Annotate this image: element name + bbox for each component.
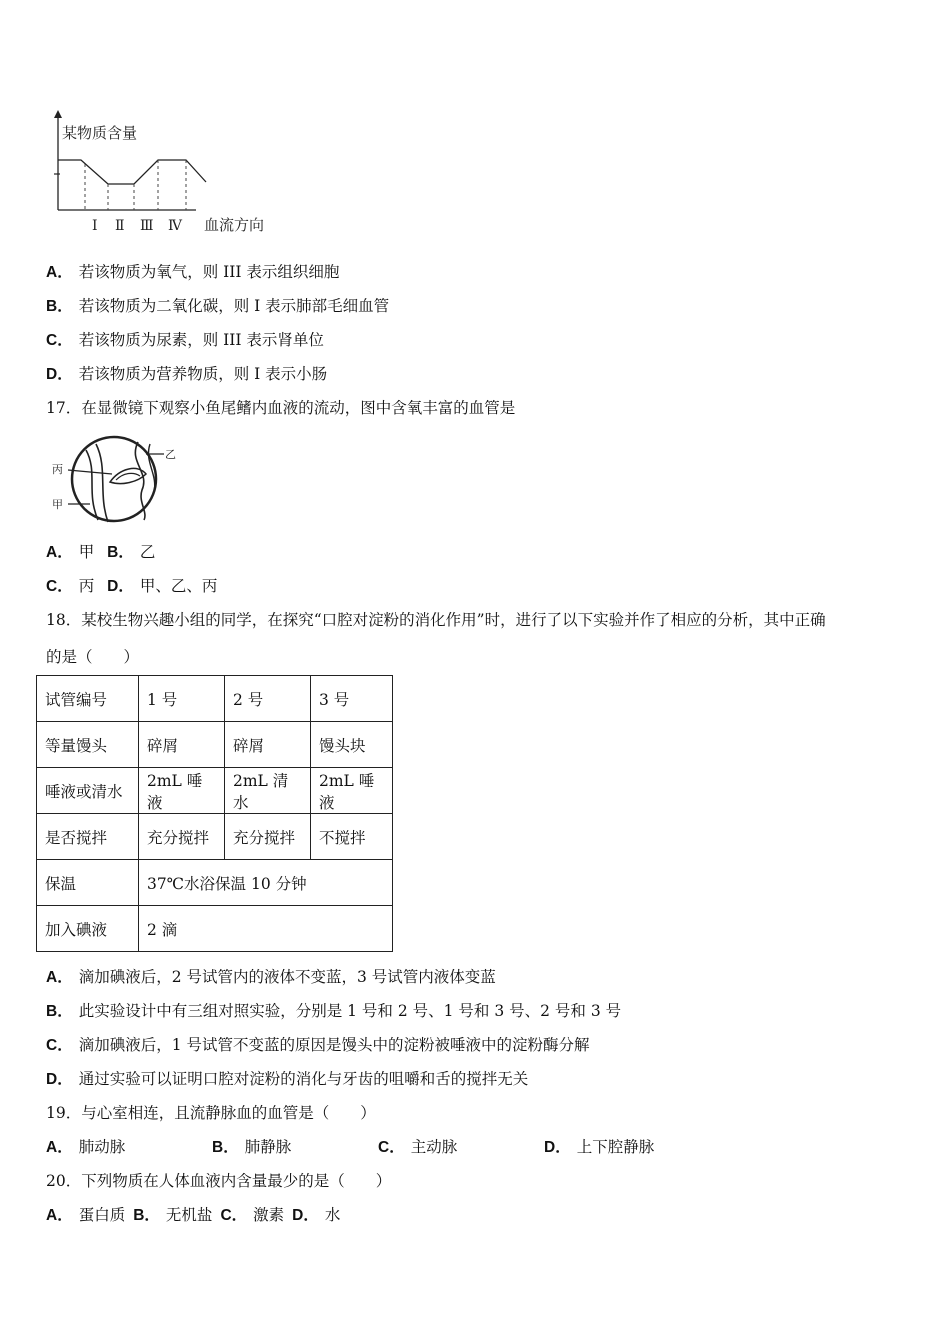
q17-option-d[interactable]: D． 甲、乙、丙 — [107, 577, 218, 595]
q17-option-c[interactable]: C． 丙 — [46, 577, 95, 595]
graph-section-label: Ⅰ — [92, 218, 98, 234]
table-cell: 2mL 清水 — [225, 768, 311, 814]
q18-experiment-table — [36, 675, 393, 952]
graph-section-label: Ⅳ — [168, 218, 182, 234]
q16-option-b[interactable]: B． 若该物质为二氧化碳，则 I 表示肺部毛细血管 — [46, 297, 390, 315]
fig-label-yi: 乙 — [165, 448, 176, 461]
table-cell: 唾液或清水 — [37, 768, 139, 814]
q18-option-b[interactable]: B． 此实验设计中有三组对照实验，分别是 1 号和 2 号、1 号和 3 号、2 号和 3 号 — [46, 1002, 622, 1020]
table-cell: 试管编号 — [37, 676, 139, 722]
q19-option-b[interactable]: B． 肺静脉 — [212, 1138, 292, 1156]
q20-option-a[interactable]: A． 蛋白质 — [46, 1206, 126, 1224]
fig-label-bing: 丙 — [52, 463, 63, 476]
q18-option-d[interactable]: D． 通过实验可以证明口腔对淀粉的消化与牙齿的咀嚼和舌的搅拌无关 — [46, 1070, 529, 1088]
q17-stem: 17．在显微镜下观察小鱼尾鳍内血液的流动，图中含氧丰富的血管是 — [46, 399, 516, 417]
table-row — [37, 814, 393, 860]
q16-content-graph — [46, 108, 276, 238]
table-cell: 2 滴 — [139, 906, 393, 952]
graph-section-label: Ⅱ — [115, 218, 125, 234]
q20-option-b[interactable]: B． 无机盐 — [133, 1206, 213, 1224]
q20-stem: 20．下列物质在人体血液内含量最少的是（ ） — [46, 1172, 392, 1190]
q17-option-a[interactable]: A． 甲 — [46, 543, 95, 561]
q17-options-row2 — [46, 574, 225, 596]
q19-stem: 19．与心室相连，且流静脉血的血管是（ ） — [46, 1104, 376, 1122]
table-cell: 2 号 — [225, 676, 311, 722]
table-cell: 等量馒头 — [37, 722, 139, 768]
q19-option-a[interactable]: A． 肺动脉 — [46, 1138, 126, 1156]
q18-stem-line1: 18．某校生物兴趣小组的同学，在探究“口腔对淀粉的消化作用”时，进行了以下实验并作了相应的分析，其中正确 — [46, 611, 826, 629]
table-cell: 充分搅拌 — [225, 814, 311, 860]
graph-section-label: Ⅲ — [140, 218, 154, 234]
table-row — [37, 768, 393, 814]
table-cell: 37℃水浴保温 10 分钟 — [139, 860, 393, 906]
q18-option-a[interactable]: A． 滴加碘液后，2 号试管内的液体不变蓝，3 号试管内液体变蓝 — [46, 968, 496, 986]
q20-option-d[interactable]: D． 水 — [292, 1206, 341, 1224]
table-row — [37, 860, 393, 906]
q16-option-c[interactable]: C． 若该物质为尿素，则 III 表示肾单位 — [46, 331, 324, 349]
table-cell: 1 号 — [139, 676, 225, 722]
table-cell: 馒头块 — [311, 722, 393, 768]
table-cell: 2mL 唾液 — [311, 768, 393, 814]
table-cell: 碎屑 — [139, 722, 225, 768]
q18-option-c[interactable]: C． 滴加碘液后，1 号试管不变蓝的原因是馒头中的淀粉被唾液中的淀粉酶分解 — [46, 1036, 590, 1054]
q17-options-row1 — [46, 540, 163, 562]
table-cell: 是否搅拌 — [37, 814, 139, 860]
table-cell: 2mL 唾液 — [139, 768, 225, 814]
table-row — [37, 676, 393, 722]
q17-option-b[interactable]: B． 乙 — [107, 543, 156, 561]
q16-option-d[interactable]: D． 若该物质为营养物质，则 I 表示小肠 — [46, 365, 328, 383]
table-cell: 充分搅拌 — [139, 814, 225, 860]
table-cell: 加入碘液 — [37, 906, 139, 952]
q19-options — [46, 1135, 710, 1157]
q19-option-d[interactable]: D． 上下腔静脉 — [544, 1138, 655, 1156]
q18-stem-line2: 的是（ ） — [46, 648, 140, 666]
table-cell: 碎屑 — [225, 722, 311, 768]
q20-option-c[interactable]: C． 激素 — [220, 1206, 285, 1224]
q19-option-c[interactable]: C． 主动脉 — [378, 1138, 458, 1156]
q16-option-a[interactable]: A． 若该物质为氧气，则 III 表示组织细胞 — [46, 263, 340, 281]
q17-microscope-figure — [46, 432, 186, 527]
table-row — [37, 906, 393, 952]
table-row — [37, 722, 393, 768]
table-cell: 保温 — [37, 860, 139, 906]
table-cell: 不搅拌 — [311, 814, 393, 860]
q20-options — [46, 1203, 348, 1225]
table-cell: 3 号 — [311, 676, 393, 722]
graph-xlabel: 血流方向 — [204, 216, 265, 234]
fig-label-jia: 甲 — [52, 498, 63, 511]
graph-ylabel: 某物质含量 — [62, 124, 138, 142]
